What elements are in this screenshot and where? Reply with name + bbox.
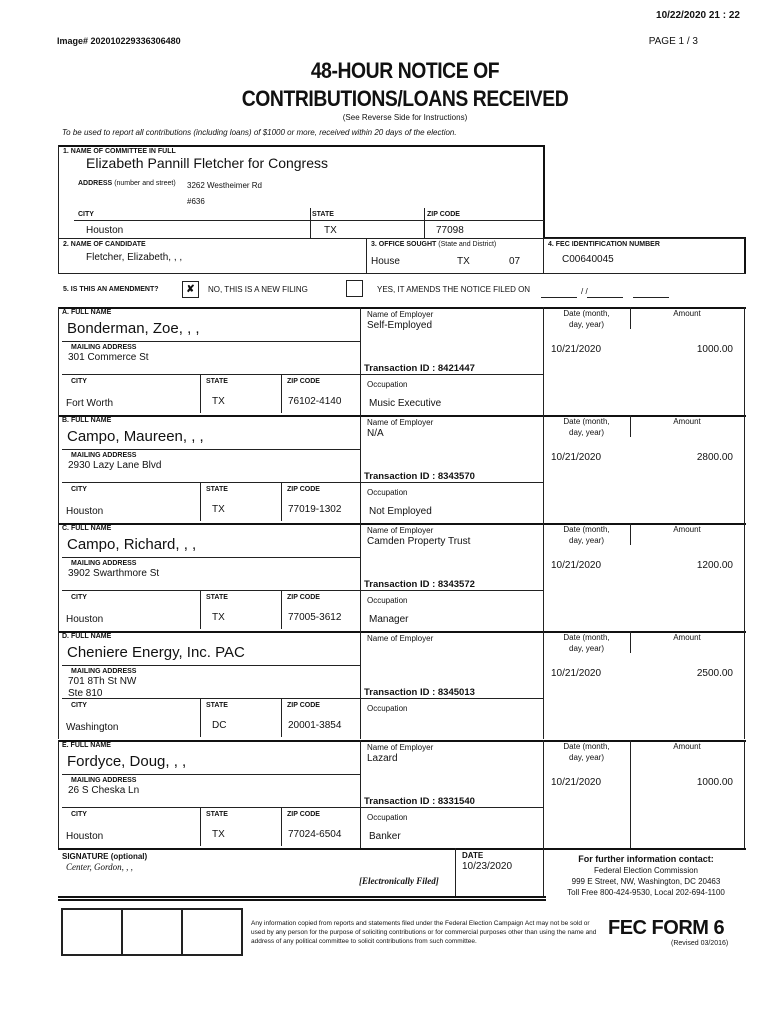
signature-date: 10/23/2020	[462, 861, 513, 872]
contributor-city: Houston	[66, 506, 104, 517]
contributor-state: TX	[212, 396, 225, 407]
office-label-text: 3. OFFICE SOUGHT	[371, 241, 437, 248]
yes-amends-label: YES, IT AMENDS THE NOTICE FILED ON	[377, 285, 531, 294]
office-sought-label	[371, 241, 496, 248]
contributor-street: 701 8Th St NW	[68, 676, 137, 687]
signature-label: SIGNATURE (optional)	[62, 852, 148, 861]
signature-date-label: DATE	[462, 851, 484, 860]
address-label-text: ADDRESS	[78, 180, 113, 187]
contributor-state: TX	[212, 612, 225, 623]
committee-state-label: STATE	[312, 211, 334, 218]
occupation-label: Occupation	[367, 813, 408, 822]
contributor-employer: Self-Employed	[367, 320, 433, 331]
occupation-label: Occupation	[367, 488, 408, 497]
transaction-id: Transaction ID : 8421447	[364, 363, 475, 374]
date-header-2: day, year)	[569, 536, 604, 545]
contribution-amount: 1000.00	[696, 344, 733, 355]
contributor-street: 2930 Lazy Lane Blvd	[68, 460, 162, 471]
fec-id-label: 4. FEC IDENTIFICATION NUMBER	[548, 241, 660, 248]
contributor-name: Cheniere Energy, Inc. PAC	[67, 644, 245, 661]
occupation-label: Occupation	[367, 380, 408, 389]
date-header-2: day, year)	[569, 428, 604, 437]
contribution-date: 10/21/2020	[551, 560, 602, 571]
contributor-state: DC	[212, 720, 227, 731]
amount-header: Amount	[673, 417, 701, 426]
image-number: Image# 202010229336306480	[57, 36, 181, 46]
form-title-line1: 48-HOUR NOTICE OF	[310, 58, 500, 83]
contributor-zip: 20001-3854	[288, 720, 342, 731]
contributor-zip: 77019-1302	[288, 504, 342, 515]
contributor-city: Fort Worth	[66, 398, 114, 409]
contribution-date: 10/21/2020	[551, 452, 602, 463]
contributor-occupation: Not Employed	[369, 506, 432, 517]
fec-id: C00640045	[562, 254, 614, 265]
transaction-id: Transaction ID : 8331540	[364, 796, 475, 807]
contribution-amount: 2500.00	[696, 668, 733, 679]
amount-header: Amount	[673, 742, 701, 751]
date-header: Date (month,	[563, 525, 610, 534]
amount-header: Amount	[673, 525, 701, 534]
date-header-2: day, year)	[569, 644, 604, 653]
transaction-id: Transaction ID : 8343570	[364, 471, 475, 482]
contributor-section-label: E. FULL NAME	[62, 742, 111, 749]
contributor-city-label: CITY	[71, 594, 87, 601]
contributor-zip-label: ZIP CODE	[287, 702, 320, 709]
occupation-label: Occupation	[367, 596, 408, 605]
address-sub-label: (number and street)	[114, 180, 176, 187]
committee-city-label: CITY	[78, 211, 94, 218]
contributor-occupation: Music Executive	[369, 398, 442, 409]
contributor-state-label: STATE	[206, 594, 228, 601]
contact-line3: Toll Free 800-424-9530, Local 202-694-1100	[567, 888, 725, 897]
mailing-address-label: MAILING ADDRESS	[71, 668, 137, 675]
office-state: TX	[457, 256, 470, 267]
contributor-section-label: D. FULL NAME	[62, 633, 112, 640]
contributor-name: Campo, Maureen, , ,	[67, 428, 204, 445]
committee-street: 3262 Westheimer Rd	[187, 181, 262, 190]
contributor-zip: 77005-3612	[288, 612, 342, 623]
contributor-state: TX	[212, 829, 225, 840]
contributor-occupation: Manager	[369, 614, 409, 625]
committee-zip: 77098	[436, 225, 464, 236]
committee-city: Houston	[86, 225, 124, 236]
contributor-street: 301 Commerce St	[68, 352, 149, 363]
contributor-zip: 76102-4140	[288, 396, 342, 407]
contributor-employer: Lazard	[367, 753, 398, 764]
timestamp: 10/22/2020 21 : 22	[656, 10, 740, 21]
committee-name: Elizabeth Pannill Fletcher for Congress	[86, 155, 329, 171]
amount-header: Amount	[673, 309, 701, 318]
office-use-boxes	[61, 908, 243, 956]
contributor-name: Campo, Richard, , ,	[67, 536, 197, 553]
contributor-city: Houston	[66, 614, 104, 625]
contribution-date: 10/21/2020	[551, 344, 602, 355]
date-header-2: day, year)	[569, 753, 604, 762]
contributor-street: 26 S Cheska Ln	[68, 785, 140, 796]
contributor-zip-label: ZIP CODE	[287, 378, 320, 385]
amendment-label: 5. IS THIS AN AMENDMENT?	[63, 286, 159, 293]
amount-header: Amount	[673, 633, 701, 642]
amendment-date-slashes: / /	[581, 287, 588, 296]
date-header: Date (month,	[563, 309, 610, 318]
electronically-filed: [Electronically Filed]	[359, 876, 439, 886]
contributor-zip-label: ZIP CODE	[287, 486, 320, 493]
form-instructions: To be used to report all contributions (including loans) of $1000 or more, received within 20 days of the election.	[62, 128, 457, 137]
office-sought: House	[371, 256, 400, 267]
contributor-state: TX	[212, 504, 225, 515]
form-name: FEC FORM 6	[608, 917, 725, 939]
committee-zip-label: ZIP CODE	[427, 211, 460, 218]
contribution-date: 10/21/2020	[551, 668, 602, 679]
form-title-line2: CONTRIBUTIONS/LOANS RECEIVED	[241, 86, 569, 111]
contributor-section-label: A. FULL NAME	[62, 309, 112, 316]
contact-title: For further information contact:	[578, 854, 714, 864]
no-new-filing-label: NO, THIS IS A NEW FILING	[208, 285, 308, 294]
contributor-name: Fordyce, Doug, , ,	[67, 753, 187, 770]
employer-label: Name of Employer	[367, 634, 434, 643]
office-sub-label: (State and District)	[438, 241, 497, 248]
transaction-id: Transaction ID : 8345013	[364, 687, 475, 698]
contribution-amount: 2800.00	[696, 452, 733, 463]
contributor-zip: 77024-6504	[288, 829, 342, 840]
contributor-name: Bonderman, Zoe, , ,	[67, 320, 200, 337]
mailing-address-label: MAILING ADDRESS	[71, 777, 137, 784]
mailing-address-label: MAILING ADDRESS	[71, 344, 137, 351]
candidate-name: Fletcher, Elizabeth, , ,	[86, 252, 183, 263]
occupation-label: Occupation	[367, 704, 408, 713]
contributor-street2: Ste 810	[68, 688, 103, 699]
contributor-zip-label: ZIP CODE	[287, 594, 320, 601]
mailing-address-label: MAILING ADDRESS	[71, 452, 137, 459]
no-new-filing-checkbox[interactable]: ✘	[182, 281, 199, 298]
contact-line2: 999 E Street, NW, Washington, DC 20463	[571, 877, 721, 886]
employer-label: Name of Employer	[367, 526, 434, 535]
employer-label: Name of Employer	[367, 743, 434, 752]
form-subtitle: (See Reverse Side for Instructions)	[342, 113, 468, 122]
committee-state: TX	[324, 225, 337, 236]
contribution-amount: 1000.00	[696, 777, 733, 788]
contribution-amount: 1200.00	[696, 560, 733, 571]
date-header: Date (month,	[563, 742, 610, 751]
contributor-section-label: B. FULL NAME	[62, 417, 112, 424]
candidate-section-label: 2. NAME OF CANDIDATE	[63, 241, 146, 248]
contributor-employer: Camden Property Trust	[367, 536, 471, 547]
contributor-city-label: CITY	[71, 486, 87, 493]
yes-amends-checkbox[interactable]	[346, 280, 363, 297]
contributor-city: Washington	[66, 722, 119, 733]
office-district: 07	[509, 256, 521, 267]
committee-section-label: 1. NAME OF COMMITTEE IN FULL	[63, 148, 176, 155]
contributor-city-label: CITY	[71, 378, 87, 385]
contributor-city-label: CITY	[71, 702, 87, 709]
transaction-id: Transaction ID : 8343572	[364, 579, 475, 590]
form-revised: (Revised 03/2016)	[671, 940, 729, 947]
contributor-state-label: STATE	[206, 702, 228, 709]
contributor-state-label: STATE	[206, 378, 228, 385]
contributor-city-label: CITY	[71, 811, 87, 818]
employer-label: Name of Employer	[367, 310, 434, 319]
contributor-state-label: STATE	[206, 486, 228, 493]
date-header-2: day, year)	[569, 320, 604, 329]
contribution-date: 10/21/2020	[551, 777, 602, 788]
contributor-occupation: Banker	[369, 831, 401, 842]
contributor-state-label: STATE	[206, 811, 228, 818]
contributor-zip-label: ZIP CODE	[287, 811, 320, 818]
footer-notice: Any information copied from reports and statements filed under the Federal Election Campaign Act may not be sold or used by any person for the purpose of soliciting contributions or for commercial purposes other than using the name and address of any political committee to solicit contributions from such committee.	[251, 920, 597, 946]
page-number: PAGE 1 / 3	[648, 36, 698, 47]
date-header: Date (month,	[563, 417, 610, 426]
contributor-section-label: C. FULL NAME	[62, 525, 112, 532]
contributor-employer: N/A	[367, 428, 384, 439]
signature-name: Center, Gordon, , ,	[66, 862, 133, 872]
contributor-city: Houston	[66, 831, 104, 842]
committee-street2: #636	[187, 197, 205, 206]
address-label	[78, 180, 176, 187]
contributor-street: 3902 Swarthmore St	[68, 568, 160, 579]
employer-label: Name of Employer	[367, 418, 434, 427]
contact-line1: Federal Election Commission	[593, 866, 699, 875]
date-header: Date (month,	[563, 633, 610, 642]
mailing-address-label: MAILING ADDRESS	[71, 560, 137, 567]
